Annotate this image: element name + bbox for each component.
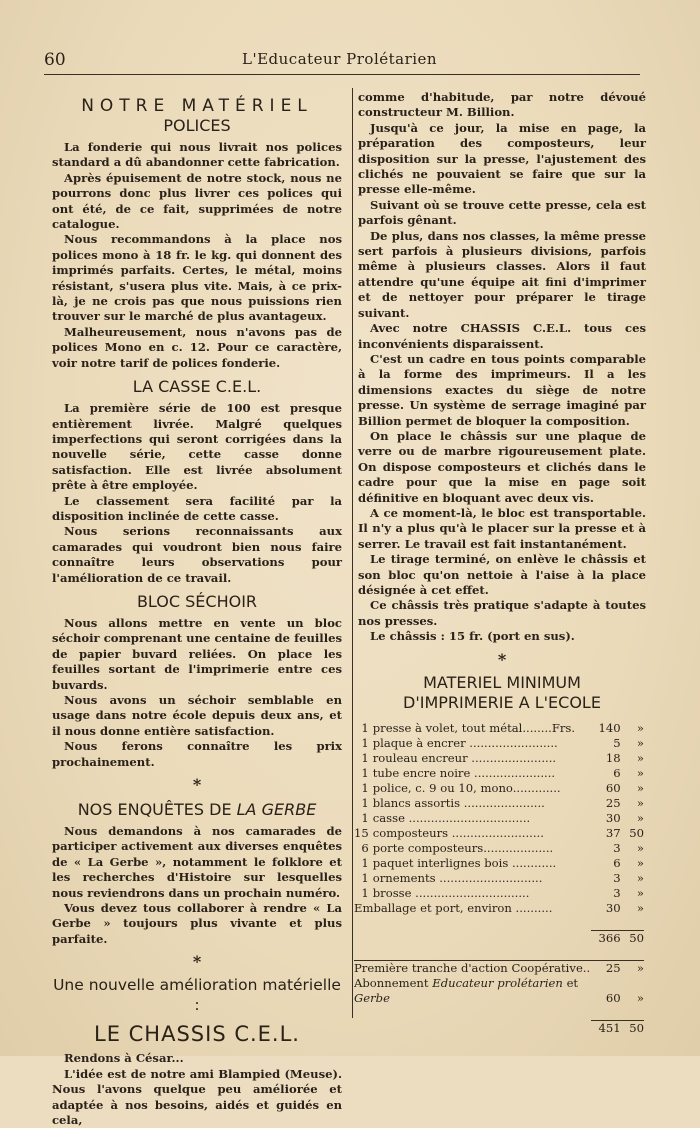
running-title: L'Educateur Prolétarien: [242, 50, 438, 68]
paragraph: L'idée est de notre ami Blampied (Meuse). Nous l'avons quelque peu améliorée et adaptée à nos besoins, aidés et guidés en cela,: [52, 1066, 342, 1127]
paragraph: comme d'habitude, par notre dévoué constructeur M. Billion.: [358, 90, 646, 120]
price-list-row: [354, 736, 644, 751]
item-description: tube encre noire ......................: [372, 765, 556, 780]
item-cents: »: [636, 870, 644, 885]
header-rule: [44, 74, 640, 75]
item-description: presse à volet, tout métal........Frs.: [372, 720, 576, 735]
item-amount: 3: [613, 870, 621, 885]
subscription-gerbe: Gerbe: [354, 991, 390, 1006]
page-header: [44, 48, 640, 74]
item-quantity: 1: [361, 810, 369, 825]
paragraph: Nous serions reconnaissants aux camarades qui voudront bien nous faire connaître leurs observations pour l'amélioration de ce travail.: [52, 524, 342, 585]
item-amount: 140: [598, 720, 621, 735]
price-list-row: [354, 856, 644, 871]
separator-star: *: [192, 952, 202, 972]
spacer-row: [354, 1006, 644, 1021]
column-divider: [352, 88, 353, 1018]
price-list-row: [354, 826, 644, 841]
section-title-enquetes: [52, 800, 342, 820]
subscription-label-c: et: [562, 976, 579, 991]
item-description: composteurs .........................: [372, 825, 544, 840]
materiel-price-list: [354, 721, 644, 1037]
paragraph: Nous demandons à nos camarades de participer activement aux diverses enquêtes de « La Gerbe », notamment le folklore et les recherches d'Histoire sur lesquelles nous reviendrons dans un prochain numéro.: [52, 824, 342, 900]
item-quantity: 1: [361, 855, 369, 870]
item-cents: »: [636, 720, 644, 735]
paragraph: Le classement sera facilité par la disposition inclinée de cette casse.: [52, 493, 342, 523]
page-number: 60: [44, 50, 66, 70]
item-description: ornements ............................: [372, 870, 543, 885]
enquetes-title-italic: LA GERBE: [236, 800, 317, 820]
item-description: blancs assortis ......................: [372, 795, 545, 810]
section-title-materiel: NOTRE MATÉRIEL: [81, 96, 313, 116]
paragraph: Nous ferons connaître les prix prochainement.: [52, 739, 342, 769]
spacer-row: [354, 916, 644, 931]
item-description: plaque à encrer ........................: [372, 735, 558, 750]
item-cents: »: [636, 735, 644, 750]
subscription-cents: »: [636, 991, 644, 1006]
item-quantity: 1: [361, 735, 369, 750]
price-list-row: [354, 886, 644, 901]
separator-star: *: [192, 775, 202, 795]
item-cents: »: [636, 885, 644, 900]
chassis-announcement: Une nouvelle amélioration matérielle :: [53, 976, 341, 1015]
item-amount: 30: [605, 810, 621, 825]
paragraph: Nous allons mettre en vente un bloc séchoir comprenant une centaine de feuilles de papier buvard reliées. On place les feuilles sortant de l'imprimerie entre ces buvards.: [52, 615, 342, 692]
item-amount: 5: [613, 735, 621, 750]
item-quantity: 1: [361, 795, 369, 810]
subscription-label-a: Abonnement: [354, 976, 433, 991]
paragraph: Le tirage terminé, on enlève le châssis et son bloc qu'on nettoie à l'aise à la place désignée à cet effet.: [358, 552, 646, 597]
paragraph: Suivant où se trouve cette presse, cela est parfois gênant.: [358, 197, 646, 228]
item-amount: 6: [613, 765, 621, 780]
paragraph: Nous recommandons à la place nos polices mono à 18 fr. le kg. qui donnent des imprimés parfaits. Certes, le métal, moins résistant, s'usera plus vite. Mais, à ce prix-là, je ne crois pas que nous puissions rien trouver sur le marché de plus avantageux.: [52, 232, 342, 324]
subscription-amount: 60: [605, 991, 621, 1006]
paragraph: Nous avons un séchoir semblable en usage dans notre école depuis deux ans, et il nous donne entière satisfaction.: [52, 693, 342, 738]
item-quantity: 15: [354, 825, 369, 840]
item-quantity: 1: [361, 720, 369, 735]
coop-label: Première tranche d'action Coopérative..: [354, 961, 591, 976]
item-amount: 3: [613, 840, 621, 855]
list-title: [358, 673, 646, 713]
item-cents: »: [636, 780, 644, 795]
list-title-line-1: MATERIEL MINIMUM: [423, 672, 581, 692]
subscription-label: [354, 976, 591, 1006]
price-list-row: [354, 811, 644, 826]
paragraph: Vous devez tous collaborer à rendre « La Gerbe » toujours plus vivante et plus parfaite.: [52, 901, 342, 946]
item-amount: 3: [613, 885, 621, 900]
spacer-row: [354, 946, 644, 961]
paragraph: C'est un cadre en tous points comparable à la forme des imprimeurs. Il a les dimensions exactes du siège de notre presse. Un système de serrage imaginé par Billion permet de bloquer la composition.: [358, 351, 646, 428]
price-list-row: [354, 781, 644, 796]
item-quantity: 6: [361, 840, 369, 855]
shipping-row: [354, 901, 644, 916]
subtotal-row: [354, 930, 644, 946]
total-amount: 451: [591, 1021, 620, 1037]
item-cents: »: [636, 855, 644, 870]
price-list-row: [354, 751, 644, 766]
shipping-label: Emballage et port, environ ..........: [354, 900, 553, 915]
separator-star: *: [497, 649, 507, 669]
price-list-row: [354, 721, 644, 736]
paragraph: De plus, dans nos classes, la même presse sert parfois à plusieurs divisions, parfois même à plusieurs classes. Alors il faut attendre qu'une équipe ait fini d'imprimer et de nettoyer pour préparer le tirage suivant.: [358, 228, 646, 320]
left-column: [52, 96, 342, 1128]
item-description: porte composteurs...................: [372, 840, 554, 855]
subtotal-amount: 366: [591, 930, 620, 946]
item-description: paquet interlignes bois ............: [372, 855, 557, 870]
section-title-casse: LA CASSE C.E.L.: [132, 377, 262, 397]
paragraph: Le châssis : 15 fr. (port en sus).: [370, 629, 575, 644]
item-quantity: 1: [361, 885, 369, 900]
paragraph: Ce châssis très pratique s'adapte à toutes nos presses.: [358, 598, 646, 628]
shipping-cents: »: [636, 900, 644, 915]
paragraph: Jusqu'à ce jour, la mise en page, la préparation des composteurs, leur disposition sur la presse, l'ajustement des clichés ne pouvaient se faire que sur la presse elle-même.: [358, 120, 646, 197]
price-list-row: [354, 871, 644, 886]
subtotal-cents: 50: [621, 930, 644, 946]
item-amount: 37: [605, 825, 621, 840]
paragraph: Rendons à César...: [64, 1051, 184, 1066]
item-description: rouleau encreur .......................: [372, 750, 557, 765]
shipping-amount: 30: [605, 900, 621, 915]
item-cents: »: [636, 765, 644, 780]
section-title-chassis: LE CHASSIS C.E.L.: [94, 1022, 300, 1047]
price-list-row: [354, 796, 644, 811]
price-list-row: [354, 841, 644, 856]
paragraph: Avec notre CHASSIS C.E.L. tous ces inconvénients disparaissent.: [358, 321, 646, 351]
item-cents: »: [636, 840, 644, 855]
price-list-row: [354, 766, 644, 781]
section-title-bloc-sechoir: BLOC SÉCHOIR: [136, 591, 258, 611]
paragraph: A ce moment-là, le bloc est transportable. Il n'y a plus qu'à le placer sur la presse et à serrer. Le travail est fait instantanément.: [358, 505, 646, 551]
item-amount: 18: [605, 750, 621, 765]
item-description: brosse ...............................: [372, 885, 530, 900]
item-description: casse .................................: [372, 810, 531, 825]
section-subtitle-polices: POLICES: [163, 116, 231, 135]
paragraph: Après épuisement de notre stock, nous ne pourrons donc plus livrer ces polices qui ont été, de ce fait, supprimées de notre catalogue.: [52, 170, 342, 232]
coop-amount: 25: [605, 961, 621, 976]
item-quantity: 1: [361, 780, 369, 795]
item-cents: »: [636, 810, 644, 825]
coop-row: [354, 961, 644, 976]
paragraph: Malheureusement, nous n'avons pas de polices Mono en c. 12. Pour ce caractère, voir notre tarif de polices fonderie.: [52, 324, 342, 370]
item-amount: 25: [605, 795, 621, 810]
list-title-line-2: D'IMPRIMERIE A L'ECOLE: [403, 692, 601, 712]
enquetes-title-text: NOS ENQUÊTES DE: [77, 800, 237, 820]
item-quantity: 1: [361, 750, 369, 765]
subscription-journal: Educateur prolétarien: [432, 976, 563, 991]
item-cents: »: [636, 795, 644, 810]
item-cents: 50: [629, 825, 644, 840]
total-cents: 50: [621, 1021, 644, 1037]
item-amount: 60: [605, 780, 621, 795]
item-description: police, c. 9 ou 10, mono.............: [372, 780, 561, 795]
item-cents: »: [636, 750, 644, 765]
subscription-row: [354, 976, 644, 1006]
paragraph: On place le châssis sur une plaque de verre ou de marbre rigoureusement plate. On dispose composteurs et clichés dans le cadre pour que la mise en page soit définitive en bloquant avec deux vis.: [358, 428, 646, 505]
item-quantity: 1: [361, 765, 369, 780]
item-amount: 6: [613, 855, 621, 870]
paragraph: La première série de 100 est presque entièrement livrée. Malgré quelques imperfections qui seront corrigées dans la nouvelle série, cette casse donne satisfaction. Elle est livrée absolument prête à être employée.: [52, 401, 342, 493]
paragraph: La fonderie qui nous livrait nos polices standard a dû abandonner cette fabrication.: [52, 140, 342, 170]
total-row: [354, 1021, 644, 1037]
right-column: [354, 90, 646, 1036]
item-quantity: 1: [361, 870, 369, 885]
coop-cents: »: [636, 961, 644, 976]
